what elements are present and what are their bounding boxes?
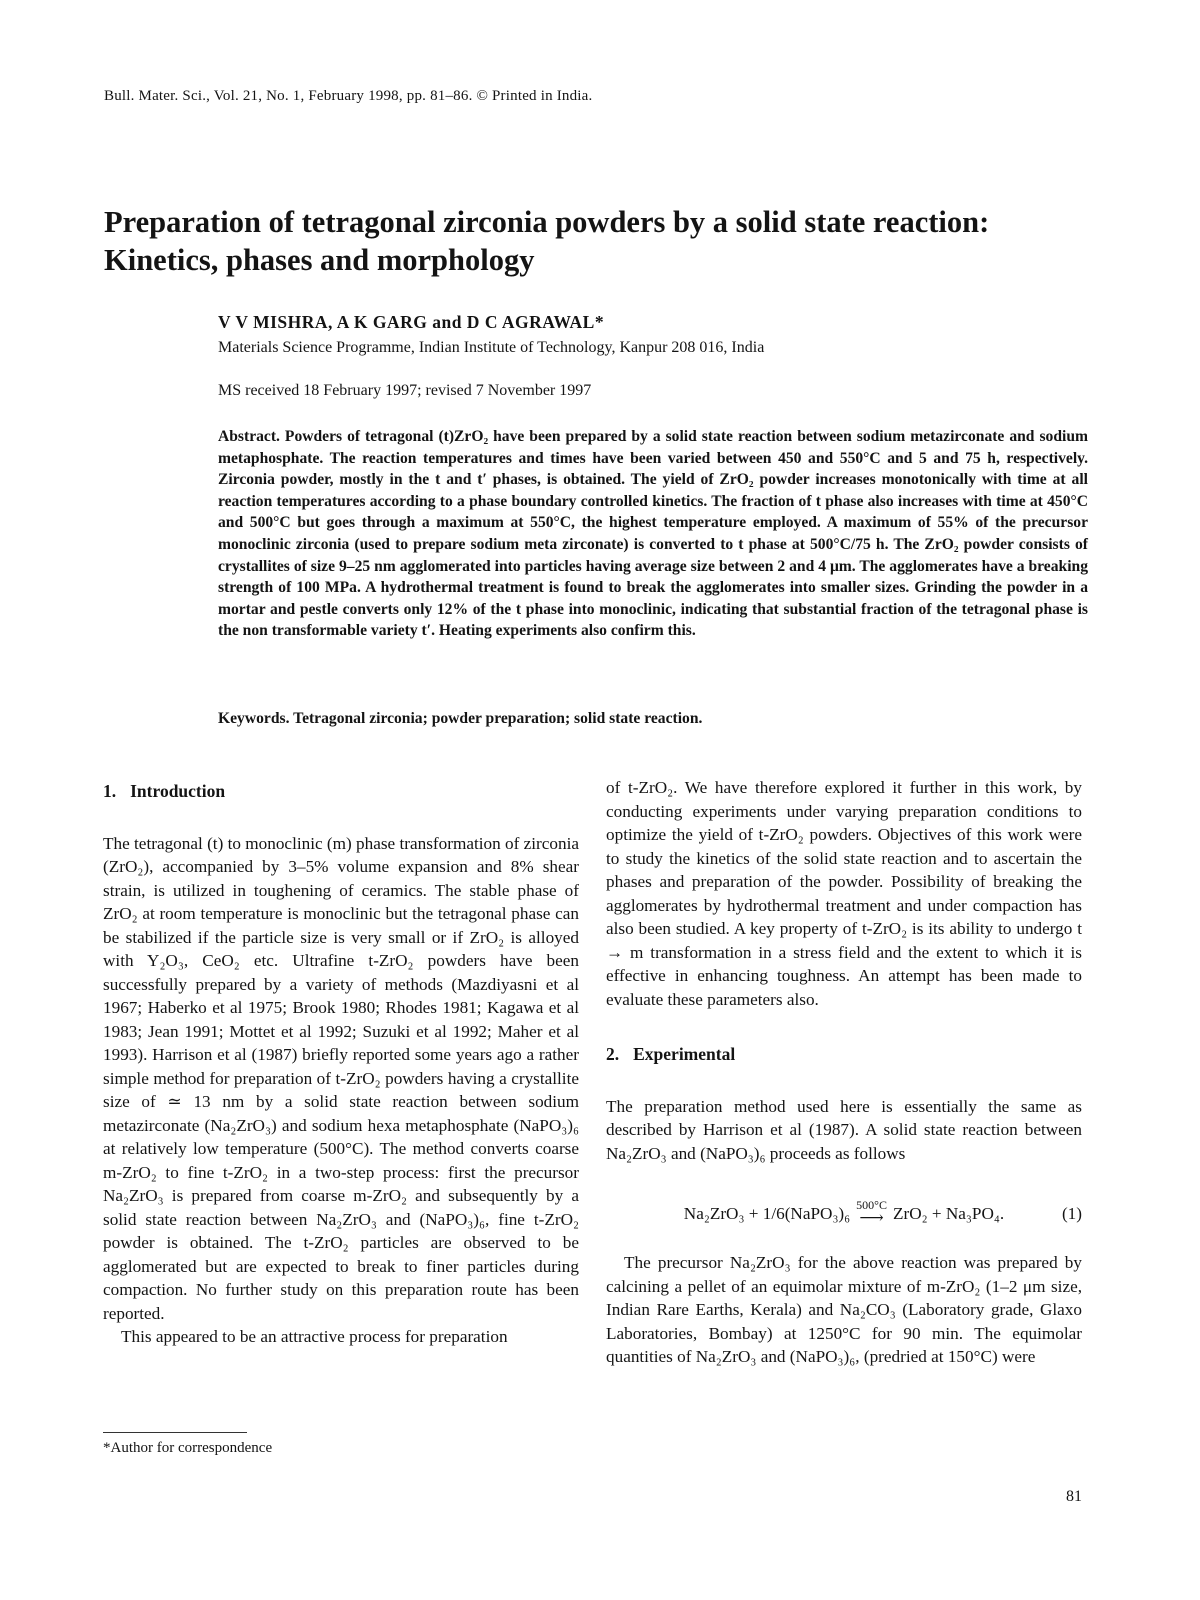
equation-number: (1) xyxy=(1061,1203,1082,1223)
footnote-divider xyxy=(103,1432,247,1433)
paper-title xyxy=(104,203,1104,279)
intro-paragraph-2-continued: of t-ZrO₂. We have therefore explored it further in this work, by conducting experiments under varying preparation conditions to optimize the yield of t-ZrO₂ powders. Objectives of this work were to study the kinetics of the solid state reaction and to ascertain the phases and preparation of the powder. Possibility of breaking the agglomerates by hydrothermal treatment and under compaction has also been studied. A key property of t-ZrO₂ is its ability to undergo t → m transformation in a stress field and the extent to which it is effective in enhancing toughness. An attempt has been made to evaluate these parameters also. xyxy=(606,778,1082,1009)
page-number: 81 xyxy=(1066,1488,1082,1505)
paper-title-line-2: Kinetics, phases and morphology xyxy=(104,243,535,277)
authors: V V MISHRA, A K GARG and D C AGRAWAL* xyxy=(218,312,605,332)
section-number: 2. xyxy=(606,1044,620,1064)
experimental-paragraph-1: The preparation method used here is essentially the same as described by Harrison et al (1987). A solid state reaction between Na₂ZrO₃ and (NaPO₃)₆ proceeds as follows xyxy=(606,1096,1082,1163)
paper-title-line-1: Preparation of tetragonal zirconia powders by a solid state reaction: xyxy=(104,205,990,239)
experimental-paragraph-2: The precursor Na₂ZrO₃ for the above reaction was prepared by calcining a pellet of an equimolar mixture of m-ZrO₂ (1–2 μm size, Indian Rare Earths, Kerala) and Na₂CO₃ (Laboratory grade, Glaxo Laboratories, Bombay) at 1250°C for 90 min. The equimolar quantities of Na₂ZrO₃ and (NaPO₃)₆, (predried at 150°C) were xyxy=(606,1253,1082,1366)
section-heading-introduction xyxy=(103,780,579,804)
section-heading-experimental xyxy=(606,1043,1082,1067)
received-dates: MS received 18 February 1997; revised 7 November 1997 xyxy=(218,382,592,399)
affiliation: Materials Science Programme, Indian Institute of Technology, Kanpur 208 016, India xyxy=(218,339,765,356)
equation-1 xyxy=(606,1199,1082,1225)
keywords-label: Keywords. xyxy=(218,710,290,727)
keywords xyxy=(218,710,1088,728)
right-column xyxy=(606,776,1082,1369)
keywords-text: Tetragonal zirconia; powder preparation; solid state reaction. xyxy=(293,710,703,727)
section-title: Experimental xyxy=(633,1044,736,1064)
abstract xyxy=(218,426,1088,642)
section-title: Introduction xyxy=(130,781,226,801)
section-number: 1. xyxy=(103,781,117,801)
intro-paragraph-1: The tetragonal (t) to monoclinic (m) phase transformation of zirconia (ZrO₂), accompanied by 3–5% volume expansion and 8% shear strain, is utilized in toughening of ceramics. The stable phase of ZrO₂ at room temperature is monoclinic but the tetragonal phase can be stabilized if the particle size is very small or if ZrO₂ is alloyed with Y₂O₃, CeO₂ etc. Ultrafine t-ZrO₂ powders have been successfully prepared by a variety of methods (Mazdiyasni et al 1967; Haberko et al 1975; Brook 1980; Rhodes 1981; Kagawa et al 1983; Jean 1991; Mottet et al 1992; Suzuki et al 1992; Maher et al 1993). Harrison et al (1987) briefly reported some years ago a rather simple method for preparation of t-ZrO₂ powders having a crystallite size of ≃ 13 nm by a solid state reaction between sodium metazirconate (Na₂ZrO₃) and sodium hexa metaphosphate (NaPO₃)₆ at relatively low temperature (500°C). The method converts coarse m-ZrO₂ to fine t-ZrO₂ in a two-step process: first the precursor Na₂ZrO₃ is prepared from coarse m-ZrO₂ and subsequently by a solid state reaction between Na₂ZrO₃ and (NaPO₃)₆, fine t-ZrO₂ powder is obtained. The t-ZrO₂ particles are observed to be agglomerated but are expected to break to finer particles during compaction. No further study on this preparation route has been reported. xyxy=(103,833,579,1323)
equation-rhs: ZrO₂ + Na₃PO₄. xyxy=(892,1203,1005,1223)
abstract-text: Powders of tetragonal (t)ZrO₂ have been prepared by a solid state reaction between sodium metazirconate and sodium metaphosphate. The reaction temperatures and times have been varied between 450 and 550°C and 5 and 75 h, respectively. Zirconia powder, mostly in the t and t′ phases, is obtained. The yield of ZrO₂ powder increases monotonically with time at all reaction temperatures according to a phase boundary controlled kinetics. The fraction of t phase also increases with time at 450°C and 500°C but goes through a maximum at 550°C, the highest temperature employed. A maximum of 55% of the precursor monoclinic zirconia (used to prepare sodium meta zirconate) is converted to t phase at 500°C/75 h. The ZrO₂ powder consists of crystallites of size 9–25 nm agglomerated into particles having average size between 2 and 4 μm. The agglomerates have a breaking strength of 100 MPa. A hydrothermal treatment is found to break the agglomerates into smaller sizes. Grinding the powder in a mortar and pestle converts only 12% of the t phase into monoclinic, indicating that substantial fraction of the tetragonal phase is the non transformable variety t′. Heating experiments also confirm this. xyxy=(218,428,1088,640)
reaction-arrow xyxy=(856,1199,887,1225)
journal-citation-line: Bull. Mater. Sci., Vol. 21, No. 1, February 1998, pp. 81–86. © Printed in India. xyxy=(104,88,593,104)
abstract-label: Abstract. xyxy=(218,428,280,445)
reaction-condition: 500°C xyxy=(856,1198,887,1212)
equation-lhs: Na₂ZrO₃ + 1/6(NaPO₃)₆ xyxy=(683,1203,851,1223)
intro-paragraph-2: This appeared to be an attractive process for preparation xyxy=(121,1327,508,1346)
left-column xyxy=(103,780,579,1349)
footnote: *Author for correspondence xyxy=(103,1440,273,1456)
arrow-icon: ⟶ xyxy=(859,1208,884,1227)
